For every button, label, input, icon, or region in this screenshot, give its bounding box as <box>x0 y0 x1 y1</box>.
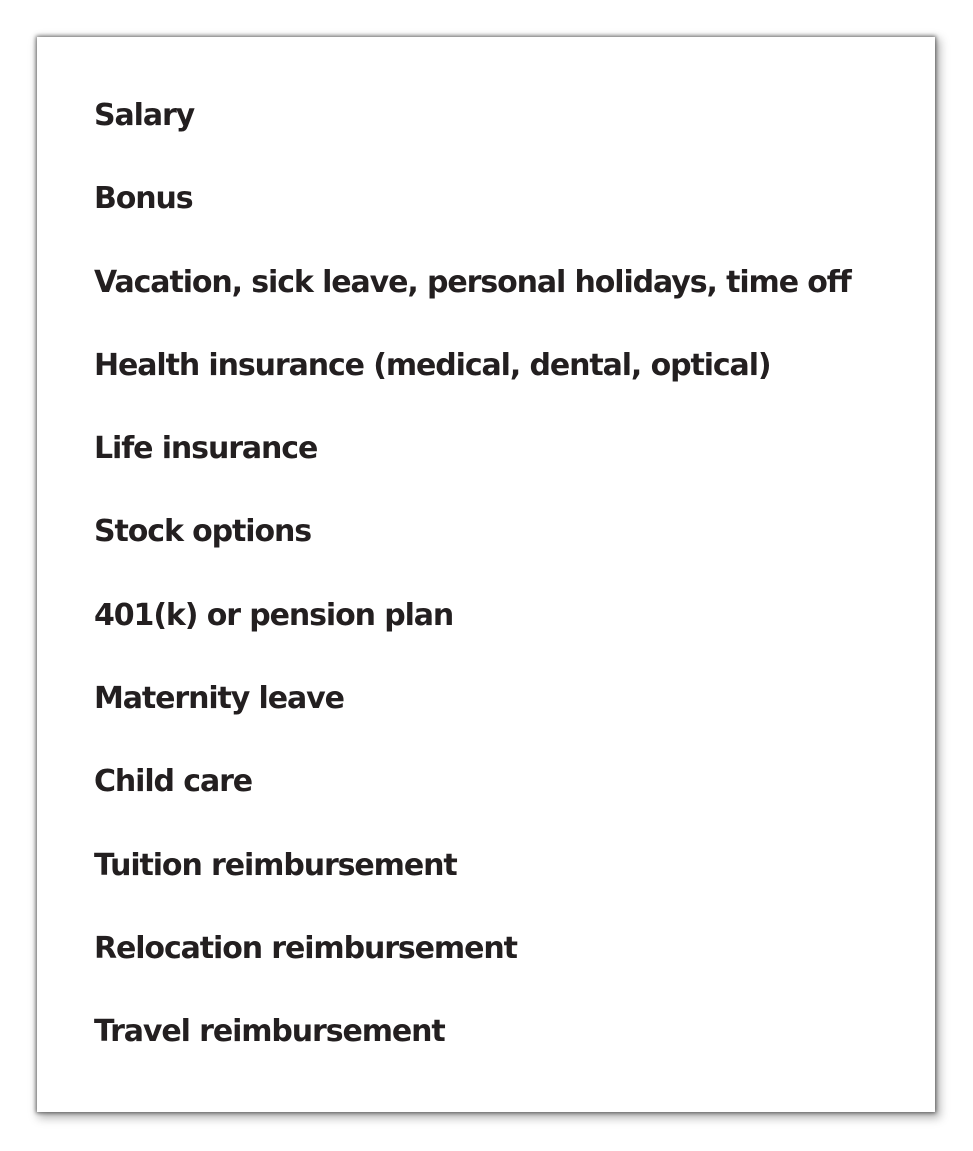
list-item-salary: Salary <box>94 98 195 133</box>
list-item-pension-plan: 401(k) or pension plan <box>94 597 454 633</box>
list-item-life-insurance: Life insurance <box>94 431 318 467</box>
list-item-stock-options: Stock options <box>94 514 311 550</box>
list-item-tuition-reimbursement: Tuition reimbursement <box>94 847 457 883</box>
list-item-health-insurance: Health insurance (medical, dental, optical) <box>94 347 771 383</box>
list-item-child-care: Child care <box>94 764 253 800</box>
list-item-bonus: Bonus <box>94 181 193 217</box>
benefits-card <box>37 37 935 1112</box>
list-item-relocation-reimbursement: Relocation reimbursement <box>94 930 517 966</box>
list-item-time-off: Vacation, sick leave, personal holidays, time off <box>94 264 851 300</box>
benefits-list <box>94 92 851 1092</box>
list-item-maternity-leave: Maternity leave <box>94 681 344 717</box>
list-item-travel-reimbursement: Travel reimbursement <box>94 1014 445 1050</box>
